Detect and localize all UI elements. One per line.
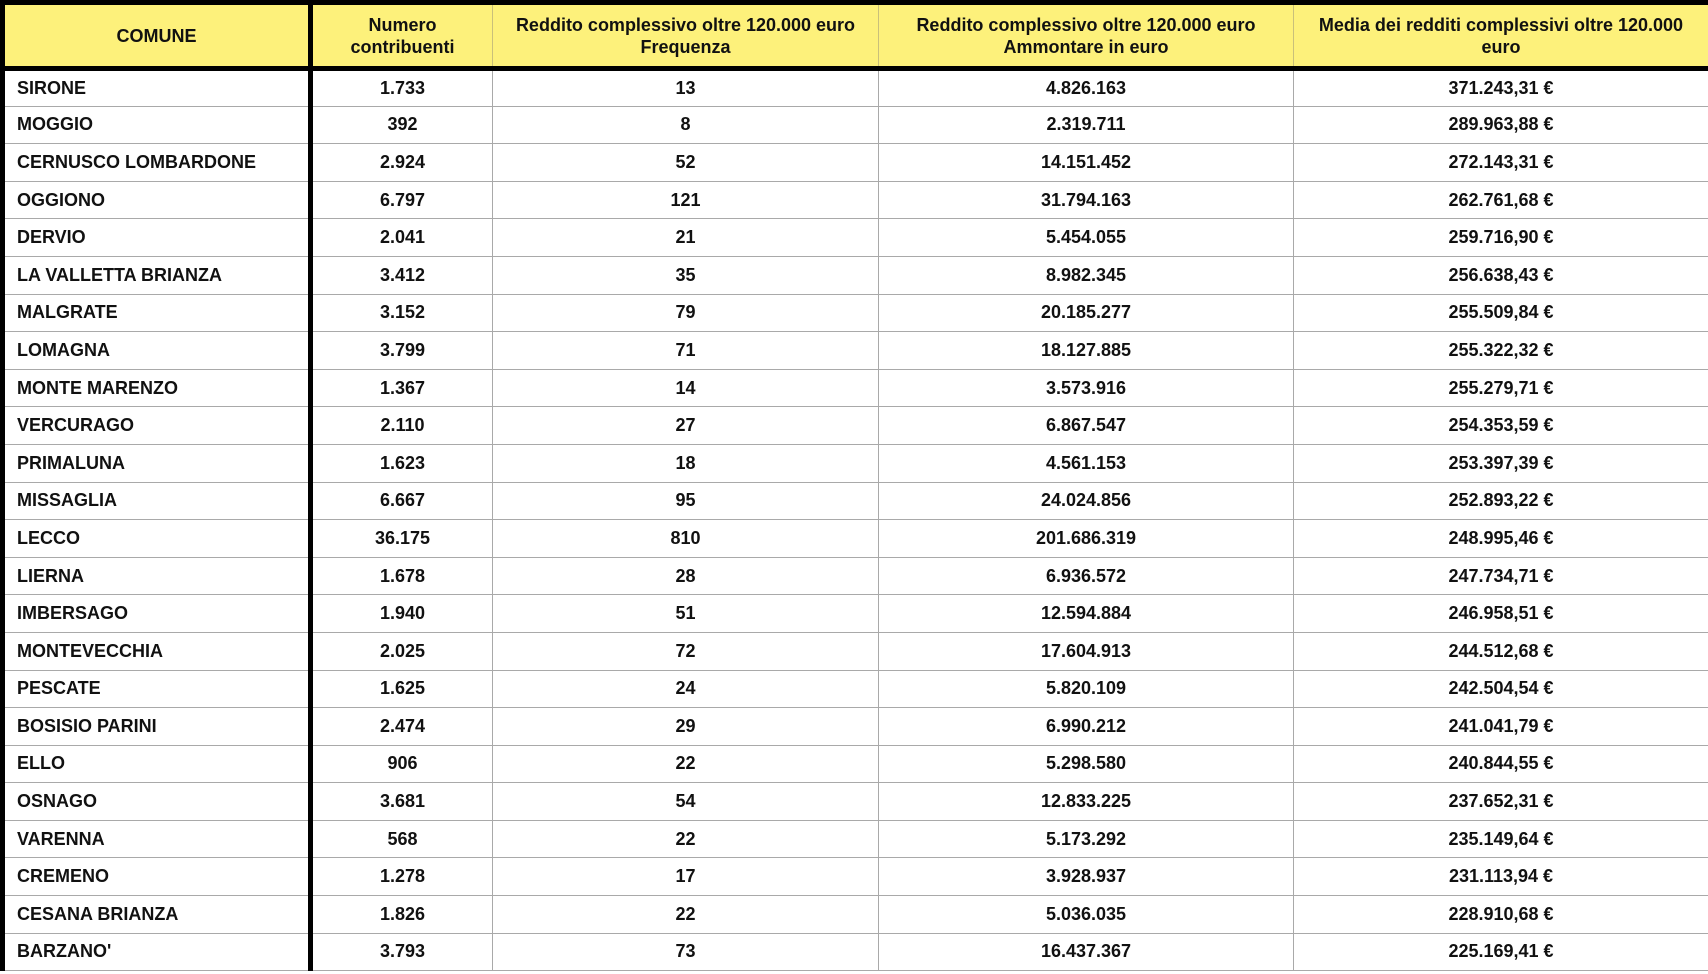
cell-comune[interactable]: LOMAGNA — [3, 332, 311, 370]
cell-numero-contribuenti[interactable]: 568 — [311, 820, 493, 858]
cell-comune[interactable]: LIERNA — [3, 557, 311, 595]
cell-frequenza[interactable]: 52 — [493, 144, 879, 182]
cell-comune[interactable]: MALGRATE — [3, 294, 311, 332]
cell-numero-contribuenti[interactable]: 2.041 — [311, 219, 493, 257]
table-row — [3, 595, 1708, 633]
cell-numero-contribuenti[interactable]: 6.797 — [311, 181, 493, 219]
cell-comune[interactable]: CREMENO — [3, 858, 311, 896]
cell-numero-contribuenti[interactable]: 3.799 — [311, 332, 493, 370]
cell-frequenza[interactable]: 73 — [493, 933, 879, 971]
header-amm-line1: Reddito complessivo oltre 120.000 euro — [916, 14, 1256, 35]
cell-ammontare[interactable]: 201.686.319 — [879, 520, 1294, 558]
table-row — [3, 482, 1708, 520]
table-row — [3, 144, 1708, 182]
cell-media[interactable]: 272.143,31 € — [1294, 144, 1708, 182]
cell-media[interactable]: 247.734,71 € — [1294, 557, 1708, 595]
cell-comune[interactable]: PESCATE — [3, 670, 311, 708]
cell-ammontare[interactable]: 6.867.547 — [879, 407, 1294, 445]
table-row — [3, 444, 1708, 482]
cell-frequenza[interactable]: 8 — [493, 106, 879, 144]
cell-ammontare[interactable]: 6.990.212 — [879, 708, 1294, 746]
table-row — [3, 181, 1708, 219]
header-freq-line2: Frequenza — [640, 36, 731, 57]
cell-frequenza[interactable]: 95 — [493, 482, 879, 520]
cell-media[interactable]: 255.322,32 € — [1294, 332, 1708, 370]
cell-numero-contribuenti[interactable]: 1.733 — [311, 69, 493, 107]
cell-frequenza[interactable]: 17 — [493, 858, 879, 896]
cell-media[interactable]: 256.638,43 € — [1294, 256, 1708, 294]
cell-media[interactable]: 248.995,46 € — [1294, 520, 1708, 558]
header-numero-line1: Numero — [368, 14, 437, 35]
cell-ammontare[interactable]: 8.982.345 — [879, 256, 1294, 294]
cell-comune[interactable]: CESANA BRIANZA — [3, 896, 311, 934]
cell-numero-contribuenti[interactable]: 392 — [311, 106, 493, 144]
cell-comune[interactable]: MONTE MARENZO — [3, 369, 311, 407]
cell-media[interactable]: 244.512,68 € — [1294, 632, 1708, 670]
cell-numero-contribuenti[interactable]: 2.924 — [311, 144, 493, 182]
cell-ammontare[interactable]: 5.173.292 — [879, 820, 1294, 858]
cell-comune[interactable]: VERCURAGO — [3, 407, 311, 445]
cell-frequenza[interactable]: 71 — [493, 332, 879, 370]
cell-numero-contribuenti[interactable]: 2.110 — [311, 407, 493, 445]
table-row — [3, 708, 1708, 746]
cell-frequenza[interactable]: 29 — [493, 708, 879, 746]
cell-ammontare[interactable]: 24.024.856 — [879, 482, 1294, 520]
cell-ammontare[interactable]: 3.928.937 — [879, 858, 1294, 896]
cell-frequenza[interactable]: 13 — [493, 69, 879, 107]
cell-comune[interactable]: VARENNA — [3, 820, 311, 858]
cell-ammontare[interactable]: 20.185.277 — [879, 294, 1294, 332]
table-body — [3, 69, 1708, 971]
table-row — [3, 745, 1708, 783]
cell-frequenza[interactable]: 28 — [493, 557, 879, 595]
cell-ammontare[interactable]: 2.319.711 — [879, 106, 1294, 144]
header-media-line1: Media dei redditi complessivi oltre 120.000 — [1318, 14, 1684, 35]
cell-frequenza[interactable]: 24 — [493, 670, 879, 708]
cell-media[interactable]: 371.243,31 € — [1294, 69, 1708, 107]
cell-ammontare[interactable]: 17.604.913 — [879, 632, 1294, 670]
cell-ammontare[interactable]: 5.036.035 — [879, 896, 1294, 934]
cell-numero-contribuenti[interactable]: 2.025 — [311, 632, 493, 670]
header-amm-line2: Ammontare in euro — [1003, 36, 1169, 57]
cell-frequenza[interactable]: 810 — [493, 520, 879, 558]
cell-numero-contribuenti[interactable]: 3.793 — [311, 933, 493, 971]
cell-media[interactable]: 228.910,68 € — [1294, 896, 1708, 934]
cell-numero-contribuenti[interactable]: 3.681 — [311, 783, 493, 821]
cell-comune[interactable]: BOSISIO PARINI — [3, 708, 311, 746]
cell-numero-contribuenti[interactable]: 1.678 — [311, 557, 493, 595]
cell-comune[interactable]: IMBERSAGO — [3, 595, 311, 633]
cell-ammontare[interactable]: 14.151.452 — [879, 144, 1294, 182]
table-row — [3, 294, 1708, 332]
cell-numero-contribuenti[interactable]: 36.175 — [311, 520, 493, 558]
cell-ammontare[interactable]: 31.794.163 — [879, 181, 1294, 219]
table-header — [3, 3, 1708, 69]
cell-frequenza[interactable]: 21 — [493, 219, 879, 257]
cell-ammontare[interactable]: 12.833.225 — [879, 783, 1294, 821]
table-row — [3, 933, 1708, 971]
cell-ammontare[interactable]: 6.936.572 — [879, 557, 1294, 595]
cell-frequenza[interactable]: 121 — [493, 181, 879, 219]
cell-media[interactable]: 241.041,79 € — [1294, 708, 1708, 746]
cell-comune[interactable]: OGGIONO — [3, 181, 311, 219]
header-freq-line1: Reddito complessivo oltre 120.000 euro — [515, 14, 856, 35]
header-frequenza[interactable] — [493, 3, 879, 69]
header-numero-line2: contribuenti — [350, 36, 455, 57]
cell-media[interactable]: 289.963,88 € — [1294, 106, 1708, 144]
cell-media[interactable]: 246.958,51 € — [1294, 595, 1708, 633]
cell-comune[interactable]: MISSAGLIA — [3, 482, 311, 520]
cell-ammontare[interactable]: 5.298.580 — [879, 745, 1294, 783]
cell-frequenza[interactable]: 22 — [493, 820, 879, 858]
table-row — [3, 332, 1708, 370]
table-row — [3, 670, 1708, 708]
cell-frequenza[interactable]: 72 — [493, 632, 879, 670]
cell-frequenza[interactable]: 54 — [493, 783, 879, 821]
cell-numero-contribuenti[interactable]: 6.667 — [311, 482, 493, 520]
cell-numero-contribuenti[interactable]: 1.367 — [311, 369, 493, 407]
table-row — [3, 369, 1708, 407]
cell-media[interactable]: 225.169,41 € — [1294, 933, 1708, 971]
cell-comune[interactable]: BARZANO' — [3, 933, 311, 971]
cell-numero-contribuenti[interactable]: 1.625 — [311, 670, 493, 708]
table-row — [3, 219, 1708, 257]
header-numero-contribuenti[interactable] — [311, 3, 493, 69]
cell-comune[interactable]: DERVIO — [3, 219, 311, 257]
cell-frequenza[interactable]: 51 — [493, 595, 879, 633]
cell-comune[interactable]: LA VALLETTA BRIANZA — [3, 256, 311, 294]
cell-comune[interactable]: MONTEVECCHIA — [3, 632, 311, 670]
table-row — [3, 783, 1708, 821]
table-row — [3, 69, 1708, 107]
cell-frequenza[interactable]: 14 — [493, 369, 879, 407]
cell-frequenza[interactable]: 27 — [493, 407, 879, 445]
header-comune[interactable] — [3, 3, 311, 69]
table-row — [3, 858, 1708, 896]
cell-media[interactable]: 235.149,64 € — [1294, 820, 1708, 858]
table-row — [3, 520, 1708, 558]
cell-comune[interactable]: OSNAGO — [3, 783, 311, 821]
cell-numero-contribuenti[interactable]: 3.412 — [311, 256, 493, 294]
cell-ammontare[interactable]: 4.826.163 — [879, 69, 1294, 107]
cell-numero-contribuenti[interactable]: 1.826 — [311, 896, 493, 934]
cell-numero-contribuenti[interactable]: 1.623 — [311, 444, 493, 482]
cell-ammontare[interactable]: 12.594.884 — [879, 595, 1294, 633]
cell-ammontare[interactable]: 16.437.367 — [879, 933, 1294, 971]
table-row — [3, 256, 1708, 294]
cell-frequenza[interactable]: 22 — [493, 896, 879, 934]
cell-numero-contribuenti[interactable]: 1.940 — [311, 595, 493, 633]
cell-frequenza[interactable]: 79 — [493, 294, 879, 332]
cell-numero-contribuenti[interactable]: 906 — [311, 745, 493, 783]
cell-numero-contribuenti[interactable]: 2.474 — [311, 708, 493, 746]
cell-media[interactable]: 242.504,54 € — [1294, 670, 1708, 708]
cell-media[interactable]: 262.761,68 € — [1294, 181, 1708, 219]
cell-media[interactable]: 254.353,59 € — [1294, 407, 1708, 445]
cell-ammontare[interactable]: 18.127.885 — [879, 332, 1294, 370]
table-row — [3, 820, 1708, 858]
cell-media[interactable]: 231.113,94 € — [1294, 858, 1708, 896]
cell-media[interactable]: 253.397,39 € — [1294, 444, 1708, 482]
cell-comune[interactable]: SIRONE — [3, 69, 311, 107]
cell-comune[interactable]: ELLO — [3, 745, 311, 783]
cell-numero-contribuenti[interactable]: 1.278 — [311, 858, 493, 896]
header-media[interactable] — [1294, 3, 1708, 69]
cell-numero-contribuenti[interactable]: 3.152 — [311, 294, 493, 332]
table-row — [3, 896, 1708, 934]
cell-media[interactable]: 255.279,71 € — [1294, 369, 1708, 407]
cell-media[interactable]: 240.844,55 € — [1294, 745, 1708, 783]
cell-comune[interactable]: PRIMALUNA — [3, 444, 311, 482]
header-comune-label: COMUNE — [116, 25, 197, 46]
cell-media[interactable]: 259.716,90 € — [1294, 219, 1708, 257]
cell-ammontare[interactable]: 4.561.153 — [879, 444, 1294, 482]
header-row — [3, 3, 1708, 69]
cell-media[interactable]: 252.893,22 € — [1294, 482, 1708, 520]
cell-comune[interactable]: LECCO — [3, 520, 311, 558]
cell-comune[interactable]: MOGGIO — [3, 106, 311, 144]
cell-ammontare[interactable]: 3.573.916 — [879, 369, 1294, 407]
table-row — [3, 407, 1708, 445]
cell-frequenza[interactable]: 18 — [493, 444, 879, 482]
header-ammontare[interactable] — [879, 3, 1294, 69]
cell-ammontare[interactable]: 5.454.055 — [879, 219, 1294, 257]
cell-ammontare[interactable]: 5.820.109 — [879, 670, 1294, 708]
cell-frequenza[interactable]: 22 — [493, 745, 879, 783]
cell-media[interactable]: 255.509,84 € — [1294, 294, 1708, 332]
cell-frequenza[interactable]: 35 — [493, 256, 879, 294]
cell-media[interactable]: 237.652,31 € — [1294, 783, 1708, 821]
cell-comune[interactable]: CERNUSCO LOMBARDONE — [3, 144, 311, 182]
table-row — [3, 632, 1708, 670]
header-media-line2: euro — [1481, 36, 1521, 57]
table-row — [3, 106, 1708, 144]
table-row — [3, 557, 1708, 595]
